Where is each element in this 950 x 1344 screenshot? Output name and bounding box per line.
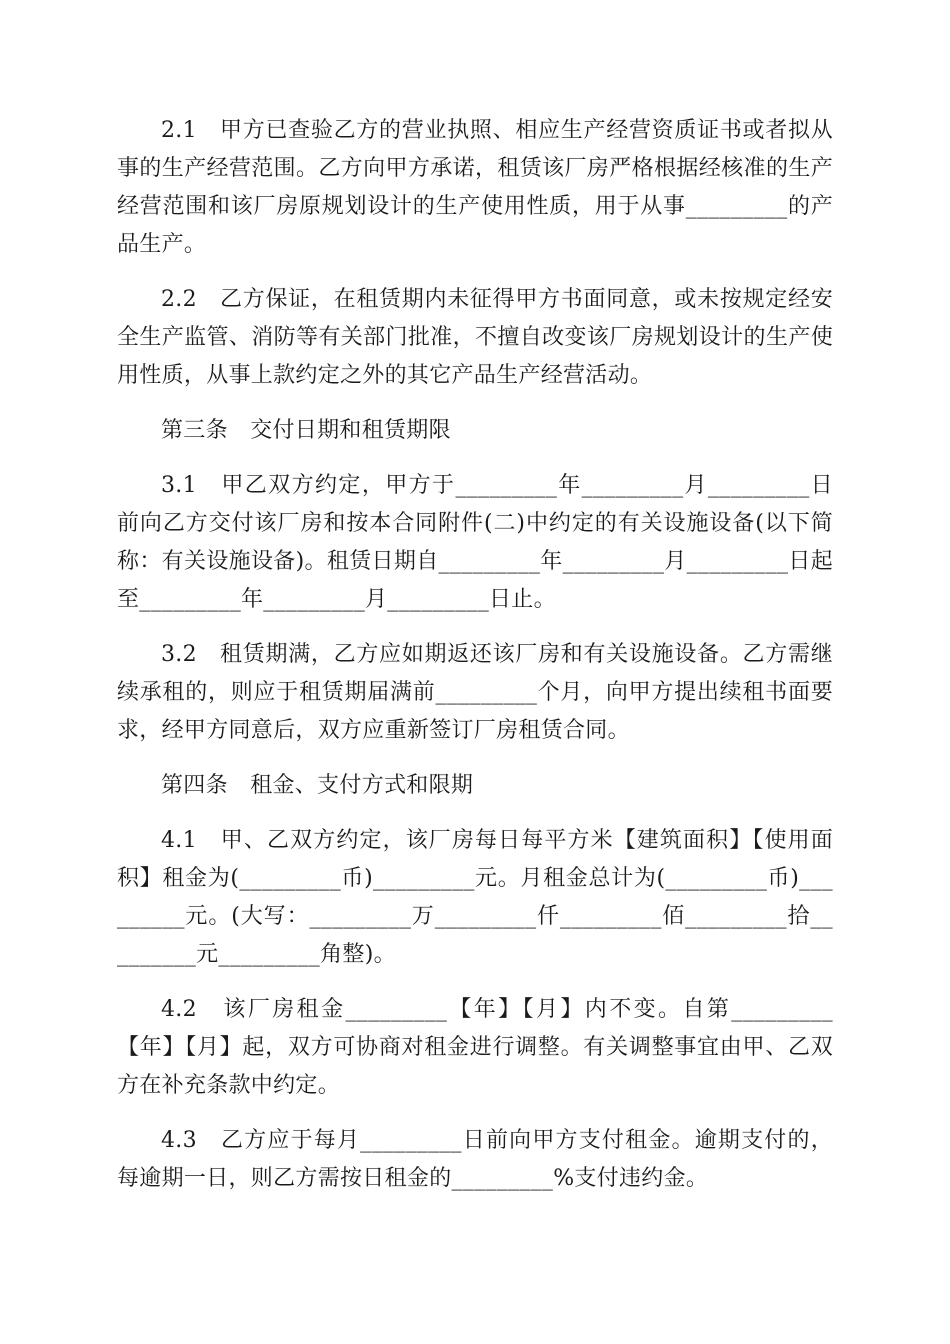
clause-3-1: 3.1 甲乙双方约定，甲方于_________年_________月_________日前向乙方交付该厂房和按本合同附件(二)中约定的有关设施设备(以下简称：有关设施设备)。租赁日期自_________年_________月_________日起至_________年_________月_________日止。 xyxy=(117,473,833,612)
article-4-heading: 第四条 租金、支付方式和限期 xyxy=(161,773,474,798)
article-3-heading: 第三条 交付日期和租赁期限 xyxy=(161,418,451,443)
clause-3-2: 3.2 租赁期满，乙方应如期返还该厂房和有关设施设备。乙方需继续承租的，则应于租赁期届满前_________个月，向甲方提出续租书面要求，经甲方同意后，双方应重新签订厂房租赁合同。 xyxy=(117,642,833,743)
clause-4-3: 4.3 乙方应于每月_________日前向甲方支付租金。逾期支付的，每逾期一日，则乙方需按日租金的_________%支付违约金。 xyxy=(117,1128,833,1191)
clause-4-2: 4.2 该厂房租金_________【年】【月】内不变。自第_________【年】【月】起，双方可协商对租金进行调整。有关调整事宜由甲、乙双方在补充条款中约定。 xyxy=(117,997,833,1098)
clause-2-1: 2.1 甲方已查验乙方的营业执照、相应生产经营资质证书或者拟从事的生产经营范围。乙方向甲方承诺，租赁该厂房严格根据经核准的生产经营范围和该厂房原规划设计的生产使用性质，用于从事_________的产品生产。 xyxy=(117,118,833,257)
clause-4-1: 4.1 甲、乙双方约定，该厂房每日每平方米【建筑面积】【使用面积】租金为(_________币)_________元。月租金总计为(_________币)_________元。(大写：_________万_________仟_________佰_________拾_________元_________角整)。 xyxy=(117,828,833,967)
clause-2-2: 2.2 乙方保证，在租赁期内未征得甲方书面同意，或未按规定经安全生产监管、消防等有关部门批准，不擅自改变该厂房规划设计的生产使用性质，从事上款约定之外的其它产品生产经营活动。 xyxy=(117,287,833,388)
document-page xyxy=(117,112,833,1215)
